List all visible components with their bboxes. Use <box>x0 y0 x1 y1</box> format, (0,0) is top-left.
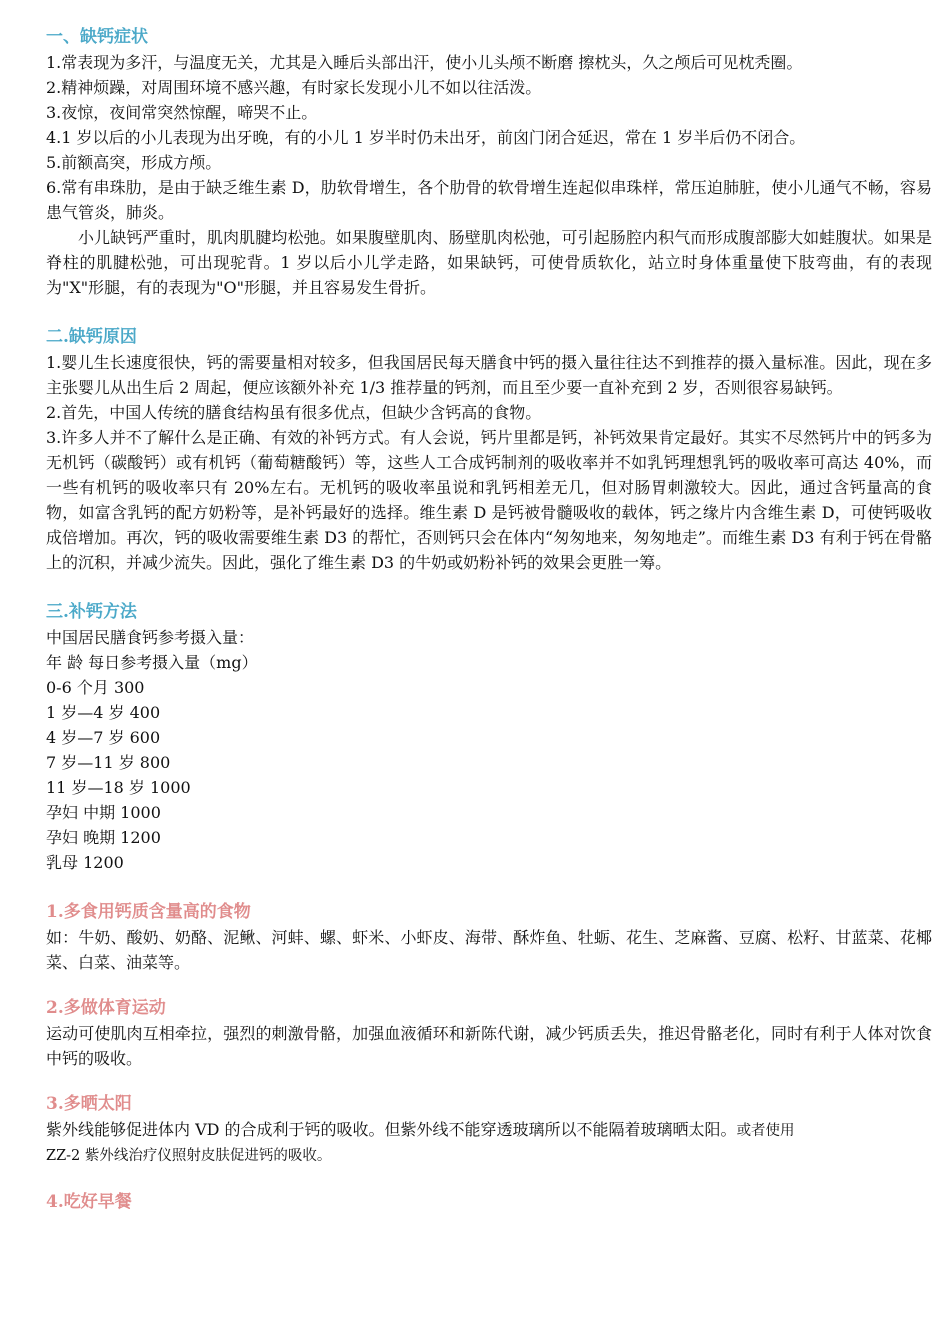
symptom-item: 5.前额高突，形成方颅。 <box>46 153 222 172</box>
sunlight-text-main: 紫外线能够促进体内 VD 的合成利于钙的吸收。但紫外线不能穿透玻璃所以不能隔着玻璃晒太阳。 <box>46 1120 737 1139</box>
symptom-paragraph: 小儿缺钙严重时，肌肉肌腱均松弛。如果腹壁肌肉、肠壁肌肉松弛，可引起肠腔内积气而形成腹部膨大如蛙腹状。如果是脊柱的肌腱松弛，可出现驼背。1 岁以后小儿学走路，如果缺钙，可使骨质软化，站立时身体重量使下肢弯曲，有的表现为"X"形腿，有的表现为"O"形腿，并且容易发生骨折。 <box>46 228 932 297</box>
intake-row: 孕妇 晚期 1200 <box>46 828 161 847</box>
intake-row: 1 岁—4 岁 400 <box>46 703 161 722</box>
intake-row: 4 岁—7 岁 600 <box>46 728 161 747</box>
symptom-item: 3.夜惊，夜间常突然惊醒，啼哭不止。 <box>46 103 318 122</box>
section-title-methods: 三.补钙方法 <box>46 602 137 622</box>
intake-row: 7 岁—11 岁 800 <box>46 753 171 772</box>
symptom-item: 6.常有串珠肋，是由于缺乏维生素 D，肋软骨增生，各个肋骨的软骨增生连起似串珠样，常压迫肺脏，使小儿通气不畅，容易患气管炎，肺炎。 <box>46 178 932 222</box>
section-title-causes: 二.缺钙原因 <box>46 327 137 347</box>
method-title-breakfast: 4.吃好早餐 <box>46 1192 132 1212</box>
intake-row: 0-6 个月 300 <box>46 678 145 697</box>
intake-intro: 中国居民膳食钙参考摄入量： <box>46 628 255 647</box>
document-page <box>46 24 932 1215</box>
intake-table-header: 年 龄 每日参考摄入量（mg） <box>46 653 258 672</box>
method-text-food: 如：牛奶、酸奶、奶酪、泥鳅、河蚌、螺、虾米、小虾皮、海带、酥炸鱼、牡蛎、花生、芝麻酱、豆腐、松籽、甘蓝菜、花椰菜、白菜、油菜等。 <box>46 928 932 972</box>
intake-row: 乳母 1200 <box>46 853 124 872</box>
symptom-item: 4.1 岁以后的小儿表现为出牙晚，有的小儿 1 岁半时仍未出牙，前囟门闭合延迟，常在 1 岁半后仍不闭合。 <box>46 128 806 147</box>
intake-row: 11 岁—18 岁 1000 <box>46 778 191 797</box>
cause-item: 2.首先，中国人传统的膳食结构虽有很多优点，但缺少含钙高的食物。 <box>46 403 542 422</box>
sunlight-text-device: ZZ-2 紫外线治疗仪照射皮肤促进钙的吸收。 <box>46 1148 332 1164</box>
cause-item: 1.婴儿生长速度很快，钙的需要量相对较多，但我国居民每天膳食中钙的摄入量往往达不到推荐的摄入量标准。因此，现在多主张婴儿从出生后 2 周起，便应该额外补充 1/3 推荐量的钙剂，而且至少要一直补充到 2 岁，否则很容易缺钙。 <box>46 353 932 397</box>
method-text-sunlight <box>46 1117 932 1144</box>
symptom-item: 2.精神烦躁，对周围环境不感兴趣，有时家长发现小儿不如以往活泼。 <box>46 78 542 97</box>
symptom-item: 1.常表现为多汗，与温度无关，尤其是入睡后头部出汗，使小儿头颅不断磨 擦枕头，久之颅后可见枕秃圈。 <box>46 53 803 72</box>
method-title-sunlight: 3.多晒太阳 <box>46 1094 132 1114</box>
cause-item: 3.许多人并不了解什么是正确、有效的补钙方式。有人会说，钙片里都是钙，补钙效果肯定最好。其实不尽然钙片中的钙多为无机钙（碳酸钙）或有机钙（葡萄糖酸钙）等，这些人工合成钙制剂的吸收率并不如乳钙理想乳钙的吸收率可高达 40%，而一些有机钙的吸收率只有 20%左右。无机钙的吸收率虽说和乳钙相差无几，但对肠胃刺激较大。因此，通过含钙量高的食物，如富含乳钙的配方奶粉等，是补钙最好的选择。维生素 D 是钙被骨髓吸收的载体，钙之缘片内含维生素 D，可使钙吸收成倍增加。再次，钙的吸收需要维生素 D3 的帮忙，否则钙只会在体内“匆匆地来，匆匆地走”。而维生素 D3 有利于钙在骨骼上的沉积，并减少流失。因此，强化了维生素 D3 的牛奶或奶粉补钙的效果会更胜一筹。 <box>46 428 932 572</box>
sunlight-text-small: 或者使用 <box>736 1123 795 1139</box>
section-title-symptoms: 一、缺钙症状 <box>46 27 148 47</box>
method-title-exercise: 2.多做体育运动 <box>46 998 166 1018</box>
method-title-food: 1.多食用钙质含量高的食物 <box>46 902 251 922</box>
method-text-exercise: 运动可使肌肉互相牵拉，强烈的刺激骨骼，加强血液循环和新陈代谢，减少钙质丢失，推迟骨骼老化，同时有利于人体对饮食中钙的吸收。 <box>46 1024 932 1068</box>
intake-row: 孕妇 中期 1000 <box>46 803 161 822</box>
